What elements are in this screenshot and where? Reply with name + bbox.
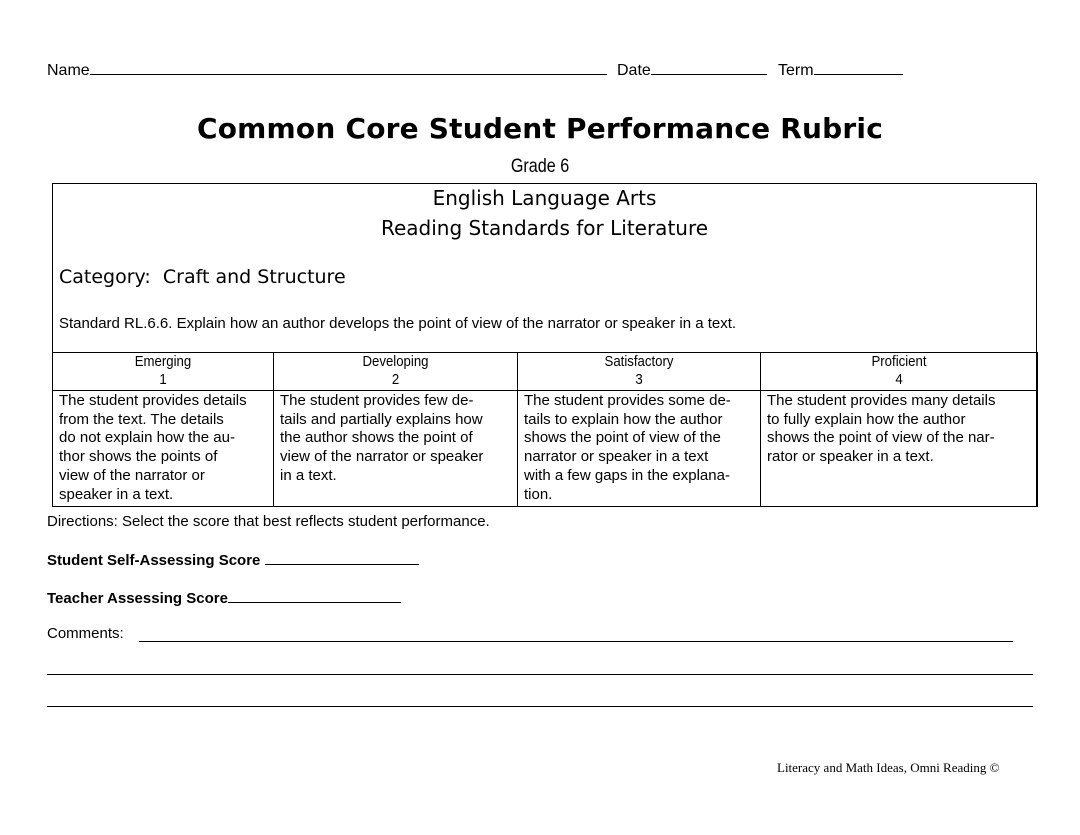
level-score: 4: [895, 371, 903, 388]
description-line: view of the narrator or: [59, 466, 205, 484]
description-line: view of the narrator or speaker: [280, 448, 484, 466]
rubric-description-row: [53, 391, 1038, 507]
level-name: Proficient: [871, 353, 927, 370]
level-name: Emerging: [134, 353, 192, 370]
name-field[interactable]: [47, 60, 607, 80]
description-line: from the text. The details: [59, 410, 224, 428]
description-line: speaker in a text.: [59, 485, 174, 503]
term-blank[interactable]: [814, 60, 903, 75]
footer-credit: Literacy and Math Ideas, Omni Reading ©: [777, 760, 1000, 775]
standard-text: Standard RL.6.6. Explain how an author develops the point of view of the narrator or speaker in a text.: [59, 315, 737, 332]
description-line: shows the point of view of the: [524, 429, 721, 447]
comments-line-1[interactable]: [139, 641, 1013, 642]
directions-text: Directions: Select the score that best reflects student performance.: [47, 513, 490, 530]
page-title: Common Core Student Performance Rubric: [197, 112, 883, 145]
category-value: Craft and Structure: [162, 266, 346, 288]
level-header-satisfactory: [518, 353, 761, 391]
comments-field[interactable]: [47, 625, 124, 642]
rubric-table: [52, 352, 1038, 507]
grade-label: Grade 6: [510, 156, 570, 177]
date-blank[interactable]: [651, 60, 767, 75]
description-line: tion.: [524, 485, 553, 503]
level-name: Developing: [362, 353, 429, 370]
comments-line-3[interactable]: [47, 706, 1033, 707]
teacher-score-field[interactable]: [47, 588, 401, 607]
comments-line-2[interactable]: [47, 674, 1033, 675]
description-line: tails and partially explains how: [280, 410, 483, 428]
level-description-emerging: [53, 391, 274, 507]
subject-title: English Language Arts: [432, 186, 657, 210]
description-line: thor shows the points of: [59, 448, 218, 466]
description-line: to fully explain how the author: [767, 410, 966, 428]
name-label: Name: [47, 62, 90, 79]
category-label: Category:: [59, 266, 151, 288]
subject-subtitle: Reading Standards for Literature: [380, 216, 709, 240]
description-line: The student provides details: [59, 392, 247, 409]
level-score: 3: [635, 371, 643, 388]
name-blank[interactable]: [90, 60, 607, 75]
level-name: Satisfactory: [604, 353, 674, 370]
category: [59, 266, 346, 288]
date-label: Date: [617, 62, 651, 79]
term-field[interactable]: [778, 60, 903, 80]
teacher-score-blank[interactable]: [228, 588, 401, 603]
description-line: do not explain how the au-: [59, 429, 235, 447]
comments-label: Comments:: [47, 625, 124, 642]
level-description-proficient: [761, 391, 1038, 507]
description-line: The student provides few de-: [280, 392, 474, 409]
description-line: narrator or speaker in a text: [524, 448, 709, 466]
term-label: Term: [778, 62, 814, 79]
level-description-developing: [274, 391, 518, 507]
level-header-proficient: [761, 353, 1038, 391]
description-line: the author shows the point of: [280, 429, 473, 447]
description-line: The student provides many details: [767, 392, 996, 409]
level-score: 1: [159, 371, 167, 388]
description-line: The student provides some de-: [524, 392, 731, 409]
description-line: tails to explain how the author: [524, 410, 723, 428]
description-line: in a text.: [280, 466, 337, 484]
level-score: 2: [391, 371, 400, 388]
description-line: rator or speaker in a text.: [767, 448, 934, 466]
level-header-emerging: [53, 353, 274, 391]
description-line: with a few gaps in the explana-: [524, 466, 730, 484]
self-score-label: Student Self-Assessing Score: [47, 552, 261, 569]
teacher-score-label: Teacher Assessing Score: [47, 590, 228, 607]
self-score-blank[interactable]: [265, 550, 419, 565]
level-description-satisfactory: [518, 391, 761, 507]
rubric-header-row: [53, 353, 1038, 391]
date-field[interactable]: [617, 60, 767, 80]
level-header-developing: [274, 353, 518, 391]
self-score-field[interactable]: [47, 550, 419, 569]
description-line: shows the point of view of the nar-: [767, 429, 995, 447]
